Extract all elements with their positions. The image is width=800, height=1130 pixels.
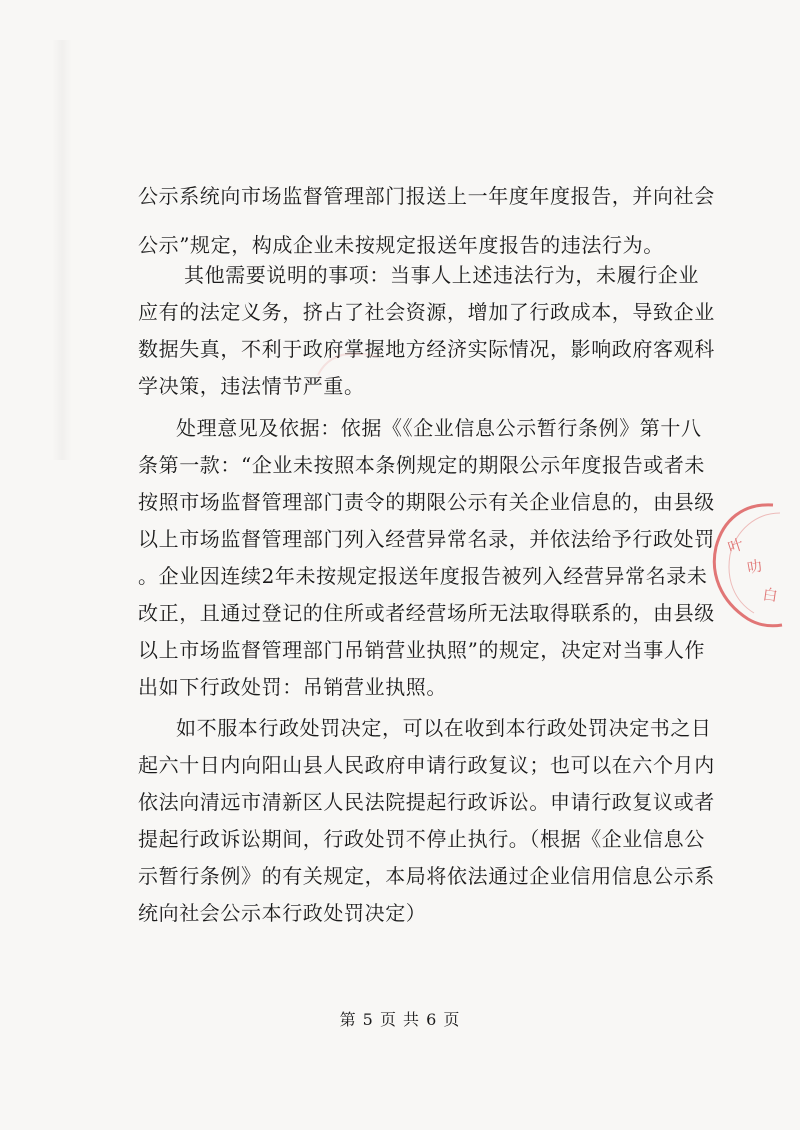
body-line: 数据失真，不利于政府掌握地方经济实际情况，影响政府客观科 [138,337,715,361]
body-line: 处理意见及依据：依据《《企业信息公示暂行条例》第十八 [176,416,702,440]
svg-text:叶: 叶 [725,535,746,557]
body-line: 。企业因连续2年未按规定报送年度报告被列入经营异常名录未 [138,564,708,588]
svg-text:白: 白 [761,585,779,606]
page-number: 第 5 页 共 6 页 [339,1010,461,1029]
scan-edge-shadow [52,40,72,460]
body-line: 公示系统向市场监督管理部门报送上一年度年度报告，并向社会 [138,184,715,208]
body-line: 以上市场监督管理部门列入经营异常名录，并依法给予行政处罚 [138,527,715,551]
body-line: 如不服本行政处罚决定，可以在收到本行政处罚决定书之日 [176,716,712,740]
body-line: 统向社会公示本行政处罚决定） [138,901,427,925]
body-line: 其他需要说明的事项：当事人上述违法行为，未履行企业 [184,263,699,287]
body-line: 条第一款：“企业未按照本条例规定的期限公示年度报告或者未 [138,453,706,477]
body-line: 改正，且通过登记的住所或者经营场所无法取得联系的，由县级 [138,601,715,625]
svg-text:叻: 叻 [745,556,764,577]
body-line: 公示”规定，构成企业未按规定报送年度报告的违法行为。 [138,233,664,257]
body-line: 按照市场监督管理部门责令的期限公示有关企业信息的，由县级 [138,490,715,514]
body-line: 示暂行条例》的有关规定，本局将依法通过企业信用信息公示系 [138,864,715,888]
body-line: 依法向清远市清新区人民法院提起行政诉讼。申请行政复议或者 [138,790,715,814]
body-line: 以上市场监督管理部门吊销营业执照”的规定，决定对当事人作 [138,638,706,662]
body-line: 提起行政诉讼期间，行政处罚不停止执行。（根据《企业信息公 [138,827,705,851]
body-line: 应有的法定义务，挤占了社会资源，增加了行政成本，导致企业 [138,300,715,324]
body-line: 起六十日内向阳山县人民政府申请行政复议；也可以在六个月内 [138,753,715,777]
body-line: 学决策，违法情节严重。 [138,374,365,398]
body-line: 出如下行政处罚：吊销营业执照。 [138,675,447,699]
